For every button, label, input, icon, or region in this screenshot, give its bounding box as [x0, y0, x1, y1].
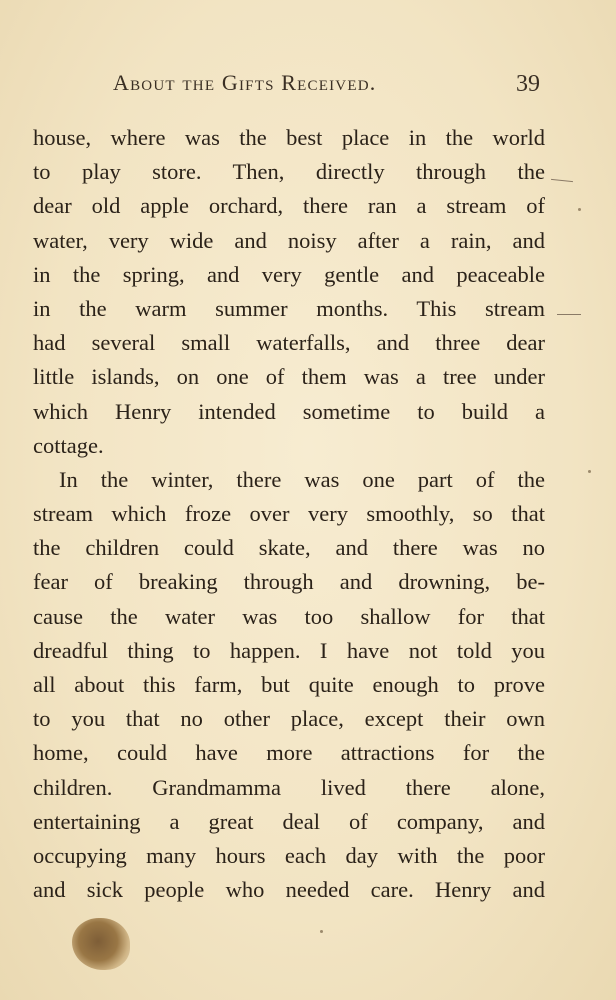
text-line: children. Grandmamma lived there alone, [33, 774, 545, 800]
text-line: occupying many hours each day with the poor [33, 842, 545, 868]
page-number: 39 [516, 71, 540, 97]
text-line: in the spring, and very gentle and peaceable [33, 261, 545, 287]
text-line: house, where was the best place in the world [33, 125, 545, 150]
page-speck [578, 208, 581, 211]
text-line: little islands, on one of them was a tree under [33, 364, 545, 390]
text-line: which Henry intended sometime to build a [33, 398, 545, 424]
text-line: stream which froze over very smoothly, so that [33, 501, 545, 527]
text-line: had several small waterfalls, and three dear [33, 330, 545, 356]
text-line: to you that no other place, except their own [33, 706, 545, 732]
margin-mark [557, 314, 581, 315]
text-line: to play store. Then, directly through the [33, 159, 545, 185]
text-line: fear of breaking through and drowning, be- [33, 569, 545, 595]
text-line: and sick people who needed care. Henry and [33, 877, 545, 903]
text-line: home, could have more attractions for the [33, 740, 545, 766]
page-speck [320, 930, 323, 933]
page-speck [588, 470, 591, 473]
text-line: dear old apple orchard, there ran a stream of [33, 193, 545, 219]
text-line: entertaining a great deal of company, and [33, 808, 545, 834]
text-line: water, very wide and noisy after a rain, and [33, 227, 545, 253]
text-line: in the warm summer months. This stream [33, 295, 545, 321]
page-stain [72, 918, 130, 970]
text-line: cause the water was too shallow for that [33, 603, 545, 629]
text-line: all about this farm, but quite enough to prove [33, 672, 545, 697]
text-line: the children could skate, and there was no [33, 535, 545, 561]
text-line: cottage. [33, 432, 104, 458]
text-line: dreadful thing to happen. I have not told you [33, 637, 545, 663]
running-title: About the Gifts Received. [113, 70, 377, 95]
running-head [0, 68, 616, 100]
text-line: In the winter, there was one part of the [59, 466, 545, 492]
margin-mark [551, 179, 573, 182]
body-text [33, 121, 545, 907]
